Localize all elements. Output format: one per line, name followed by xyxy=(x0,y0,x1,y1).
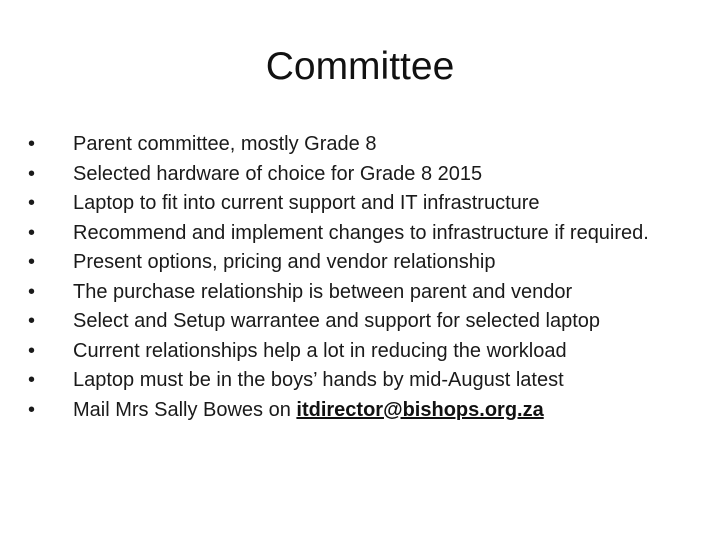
bullet-text: The purchase relationship is between parent and vendor xyxy=(73,280,573,303)
list-item xyxy=(28,189,688,219)
bullet-text: Selected hardware of choice for Grade 8 2015 xyxy=(73,162,483,185)
bullet-icon: • xyxy=(28,251,36,273)
list-item xyxy=(28,219,688,249)
contact-prefix: Mail Mrs Sally Bowes on xyxy=(73,398,297,421)
list-item-contact xyxy=(28,396,688,426)
bullet-text: Laptop must be in the boys’ hands by mid-August latest xyxy=(73,369,564,391)
bullet-icon: • xyxy=(28,133,36,155)
list-item xyxy=(28,278,688,308)
bullet-text: Recommend and implement changes to infrastructure if required. xyxy=(73,221,649,244)
bullet-text: Parent committee, mostly Grade 8 xyxy=(73,133,377,155)
slide-title: Committee xyxy=(265,45,455,88)
bullet-icon: • xyxy=(28,398,36,421)
bullet-icon: • xyxy=(28,369,36,391)
list-item xyxy=(28,307,688,337)
list-item xyxy=(28,366,688,396)
bullet-text: Present options, pricing and vendor relationship xyxy=(73,251,496,273)
bullet-list xyxy=(28,130,688,425)
list-item xyxy=(28,160,688,190)
bullet-icon: • xyxy=(28,192,36,214)
email-link[interactable]: itdirector@bishops.org.za xyxy=(296,398,544,421)
bullet-icon: • xyxy=(28,221,36,244)
bullet-icon: • xyxy=(28,280,36,303)
bullet-icon: • xyxy=(28,162,36,185)
list-item xyxy=(28,337,688,367)
bullet-text: Select and Setup warrantee and support for selected laptop xyxy=(73,310,601,332)
list-item xyxy=(28,248,688,278)
list-item xyxy=(28,130,688,160)
bullet-text: Laptop to fit into current support and IT infrastructure xyxy=(73,192,540,214)
bullet-text: Current relationships help a lot in reducing the workload xyxy=(73,339,567,362)
bullet-icon: • xyxy=(28,310,36,332)
bullet-icon: • xyxy=(28,339,36,362)
